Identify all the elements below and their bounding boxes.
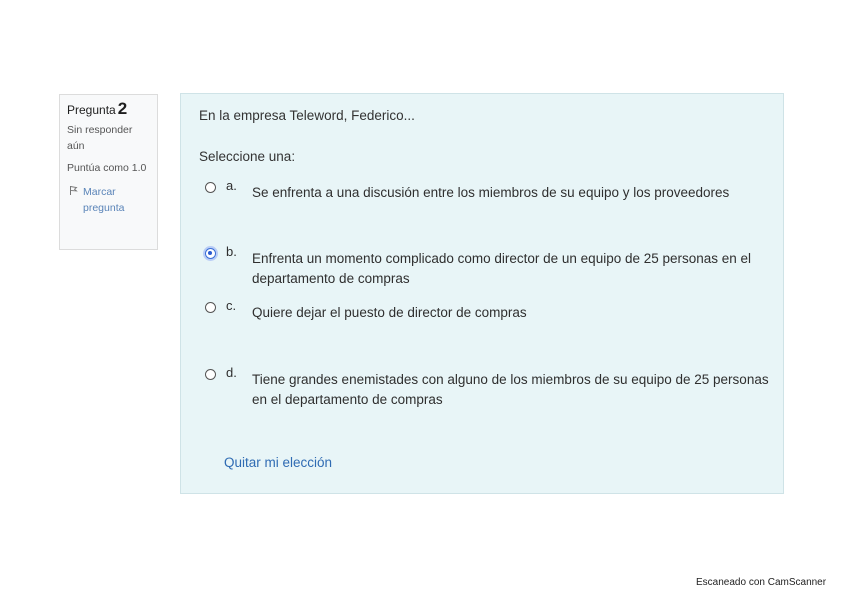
question-text: En la empresa Teleword, Federico...	[199, 108, 415, 123]
question-panel	[180, 93, 784, 494]
option-letter: a.	[226, 178, 237, 193]
question-info-box	[59, 94, 158, 250]
option-letter: d.	[226, 365, 237, 380]
option-text: Quiere dejar el puesto de director de compras	[252, 305, 527, 320]
option-text: Se enfrenta a una discusión entre los miembros de su equipo y los proveedores	[252, 185, 730, 200]
flag-label: Marcar pregunta	[83, 186, 125, 214]
flag-icon	[69, 184, 78, 200]
option-text: Enfrenta un momento complicado como director de un equipo de 25 personas en el departamento de compras	[252, 251, 752, 286]
question-prompt: Seleccione una:	[199, 149, 296, 164]
radio-option-b[interactable]	[205, 248, 216, 259]
radio-option-d[interactable]	[205, 369, 216, 380]
option-letter: b.	[226, 244, 237, 259]
radio-option-c[interactable]	[205, 302, 216, 313]
question-score: Puntúa como 1.0	[67, 162, 147, 174]
option-letter: c.	[226, 298, 237, 313]
scanner-watermark: Escaneado con CamScanner	[696, 577, 827, 588]
option-text: Tiene grandes enemistades con alguno de los miembros de su equipo de 25 personas en el departamento de compras	[252, 372, 769, 407]
clear-choice-link[interactable]: Quitar mi elección	[224, 455, 333, 470]
radio-option-a[interactable]	[205, 182, 216, 193]
flag-question-link[interactable]	[67, 184, 151, 216]
question-status: Sin responder aún	[67, 124, 133, 152]
question-number: Pregunta 2	[67, 99, 128, 118]
